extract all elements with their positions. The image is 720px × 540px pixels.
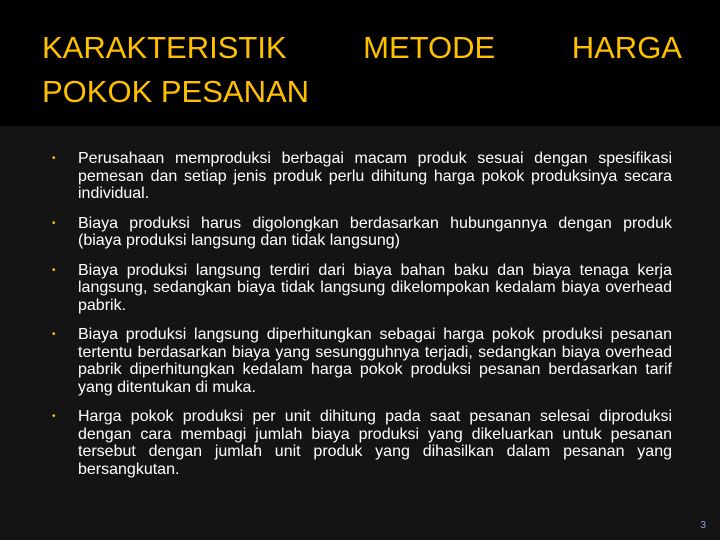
bullet-icon: • [52, 411, 56, 422]
bullet-icon: • [52, 264, 56, 276]
bullet-item [52, 408, 672, 478]
slide-title [42, 26, 682, 114]
bullet-text: Biaya produksi langsung diperhitungkan sebagai harga pokok produksi pesanan tertentu berdasarkan biaya yang sesungguhnya terjadi, sedangkan biaya overhead pabrik diperhitungkan kedalam harga pokok produksi pesanan berdasarkan tarif yang ditentukan di muka. [78, 326, 672, 396]
bullet-item [52, 215, 672, 250]
bullet-icon: • [52, 153, 56, 164]
bullet-item [52, 326, 672, 396]
slide-title-line-1: KARAKTERISTIK METODE HARGA [42, 30, 682, 65]
bullet-item [52, 262, 672, 315]
bullet-item [52, 150, 672, 203]
bullet-text: Harga pokok produksi per unit dihitung pada saat pesanan selesai diproduksi dengan cara membagi jumlah biaya produksi yang dikeluarkan untuk pesanan tersebut dengan jumlah unit produk yang dihasilkan dalam pesanan yang bersangkutan. [78, 408, 672, 478]
content-area [0, 126, 720, 540]
title-band [0, 0, 720, 126]
bullet-text: Biaya produksi harus digolongkan berdasarkan hubungannya dengan produk (biaya produksi langsung dan tidak langsung) [78, 214, 672, 249]
bullet-text: Biaya produksi langsung terdiri dari biaya bahan baku dan biaya tenaga kerja langsung, sedangkan biaya tidak langsung dikelompokan kedalam biaya overhead pabrik. [78, 261, 672, 314]
bullet-icon: • [52, 217, 56, 229]
bullet-icon: • [52, 329, 56, 340]
slide-title-line-2: POKOK PESANAN [42, 74, 310, 109]
bullet-list [52, 150, 672, 490]
page-number: 3 [700, 520, 706, 531]
bullet-text: Perusahaan memproduksi berbagai macam produk sesuai dengan spesifikasi pemesan dan setiap jenis produk perlu dihitung harga pokok produksinya secara individual. [78, 150, 672, 202]
